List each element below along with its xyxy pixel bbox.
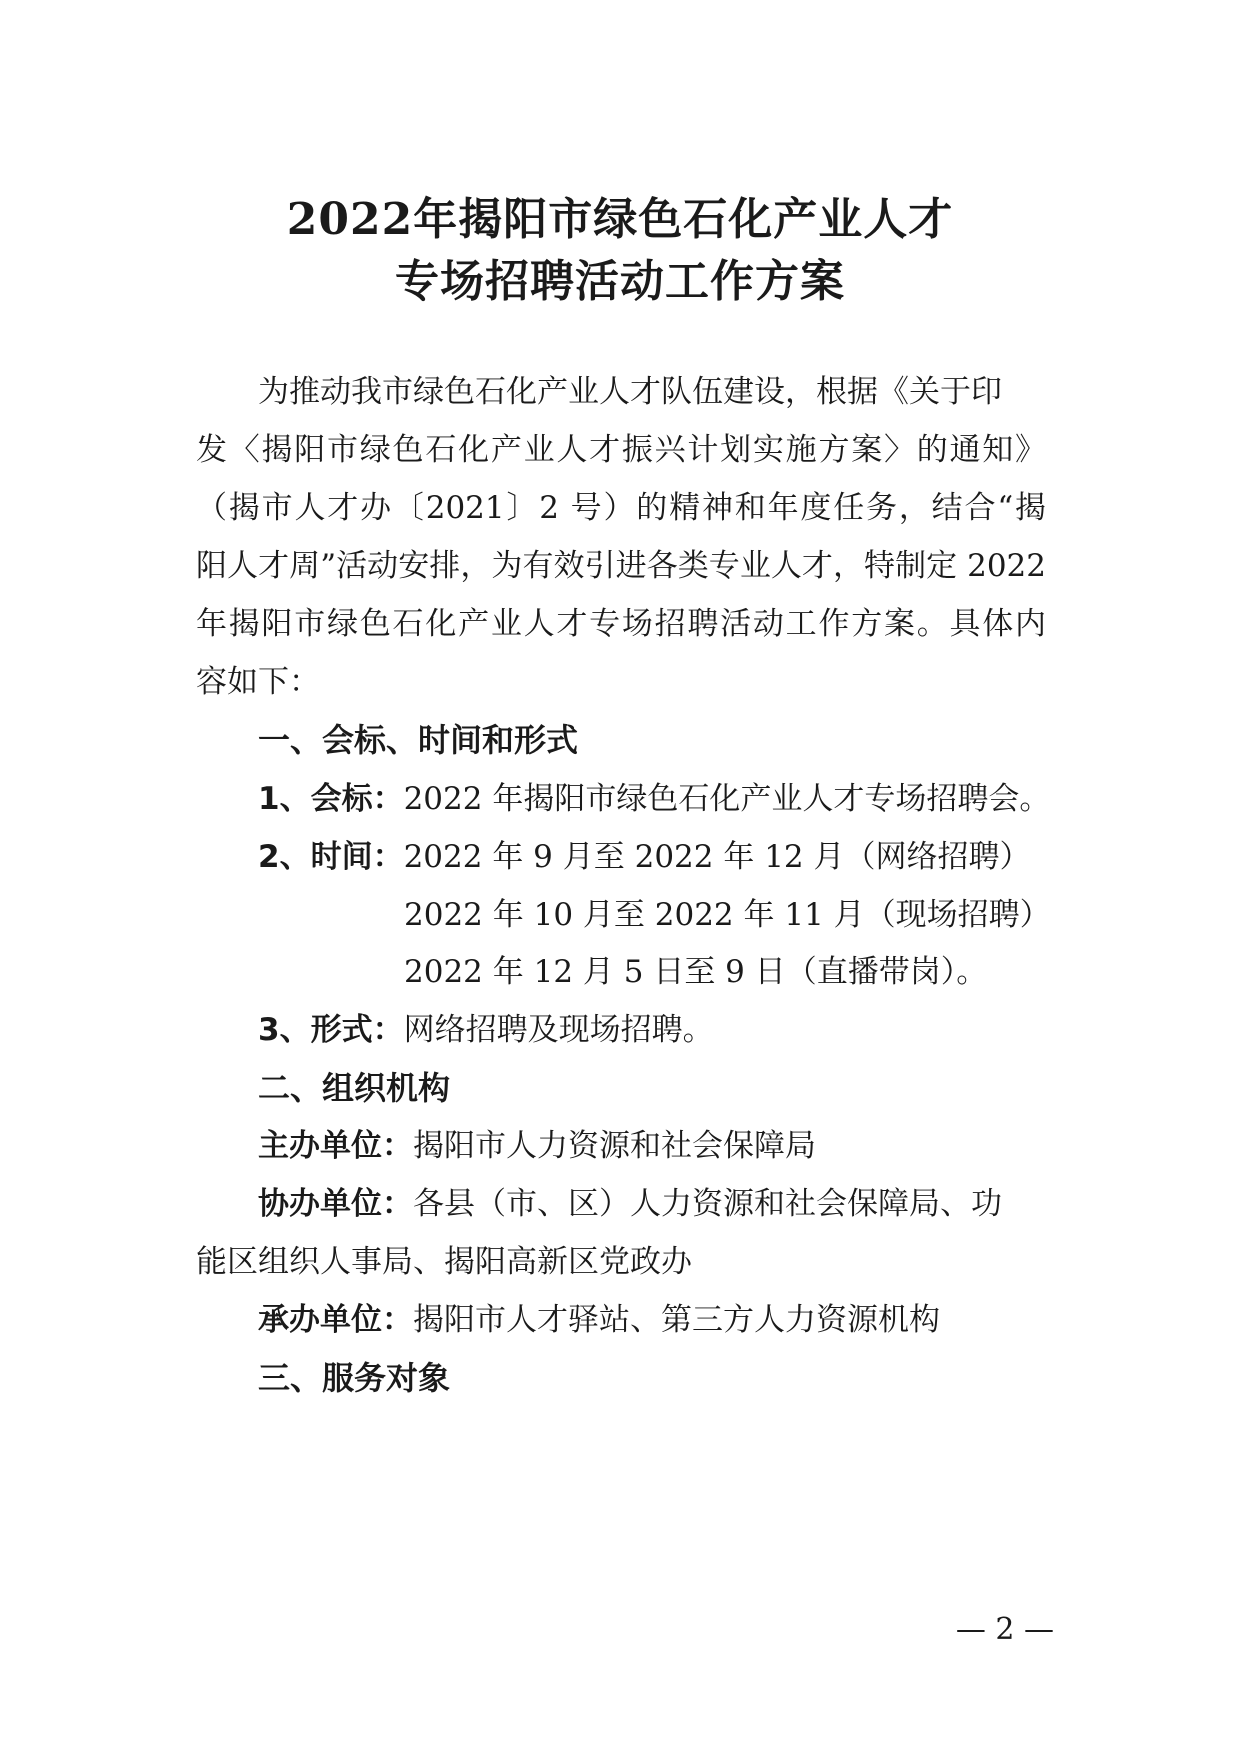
co-organizer-text-line-1: 各县（市、区）人力资源和社会保障局、功 — [413, 1186, 1002, 1222]
item-2-line-3: 2022 年 12 月 5 日至 9 日（直播带岗）。 — [404, 954, 988, 990]
section-1-heading: 一、会标、时间和形式 — [258, 721, 579, 759]
item-2-label: 2、时间： — [258, 839, 404, 875]
intro-line-2: 发〈揭阳市绿色石化产业人才振兴计划实施方案〉的通知》 — [196, 432, 1046, 468]
host-unit-text: 揭阳市人力资源和社会保障局 — [413, 1128, 816, 1164]
co-organizer-text-line-2: 能区组织人事局、揭阳高新区党政办 — [196, 1244, 692, 1280]
undertaker-row — [258, 1298, 1108, 1342]
intro-line-1: 为推动我市绿色石化产业人才队伍建设，根据《关于印 — [258, 374, 1002, 410]
host-unit-row — [258, 1124, 1108, 1168]
document-title-line-2: 专场招聘活动工作方案 — [395, 256, 845, 307]
document-title-line-1: 2022年揭阳市绿色石化产业人才 — [286, 194, 954, 245]
host-unit-label: 主办单位： — [258, 1128, 413, 1164]
intro-line-6: 容如下： — [196, 664, 320, 700]
item-2-row — [258, 835, 1108, 879]
item-3-label: 3、形式： — [258, 1012, 404, 1048]
item-3-row — [258, 1008, 1108, 1052]
item-1-label: 1、会标： — [258, 781, 404, 817]
undertaker-text: 揭阳市人才驿站、第三方人力资源机构 — [413, 1302, 940, 1338]
undertaker-label: 承办单位： — [258, 1302, 413, 1338]
item-2-line-2: 2022 年 10 月至 2022 年 11 月（现场招聘） — [404, 897, 1051, 933]
item-1-text: 2022 年揭阳市绿色石化产业人才专场招聘会。 — [403, 781, 1051, 817]
co-organizer-row — [258, 1182, 1108, 1226]
intro-line-4: 阳人才周”活动安排，为有效引进各类专业人才，特制定 2022 — [196, 548, 1046, 584]
item-2-line-1: 2022 年 9 月至 2022 年 12 月（网络招聘） — [403, 839, 1031, 875]
item-1-row — [258, 777, 1108, 821]
intro-line-3: （揭市人才办〔2021〕2 号）的精神和年度任务，结合“揭 — [196, 490, 1046, 526]
section-3-heading: 三、服务对象 — [258, 1359, 451, 1397]
section-2-heading: 二、组织机构 — [258, 1069, 451, 1107]
intro-line-5: 年揭阳市绿色石化产业人才专场招聘活动工作方案。具体内 — [196, 606, 1046, 642]
item-3-text: 网络招聘及现场招聘。 — [403, 1012, 714, 1048]
co-organizer-label: 协办单位： — [258, 1186, 413, 1222]
page-number: — 2 — — [955, 1612, 1054, 1647]
